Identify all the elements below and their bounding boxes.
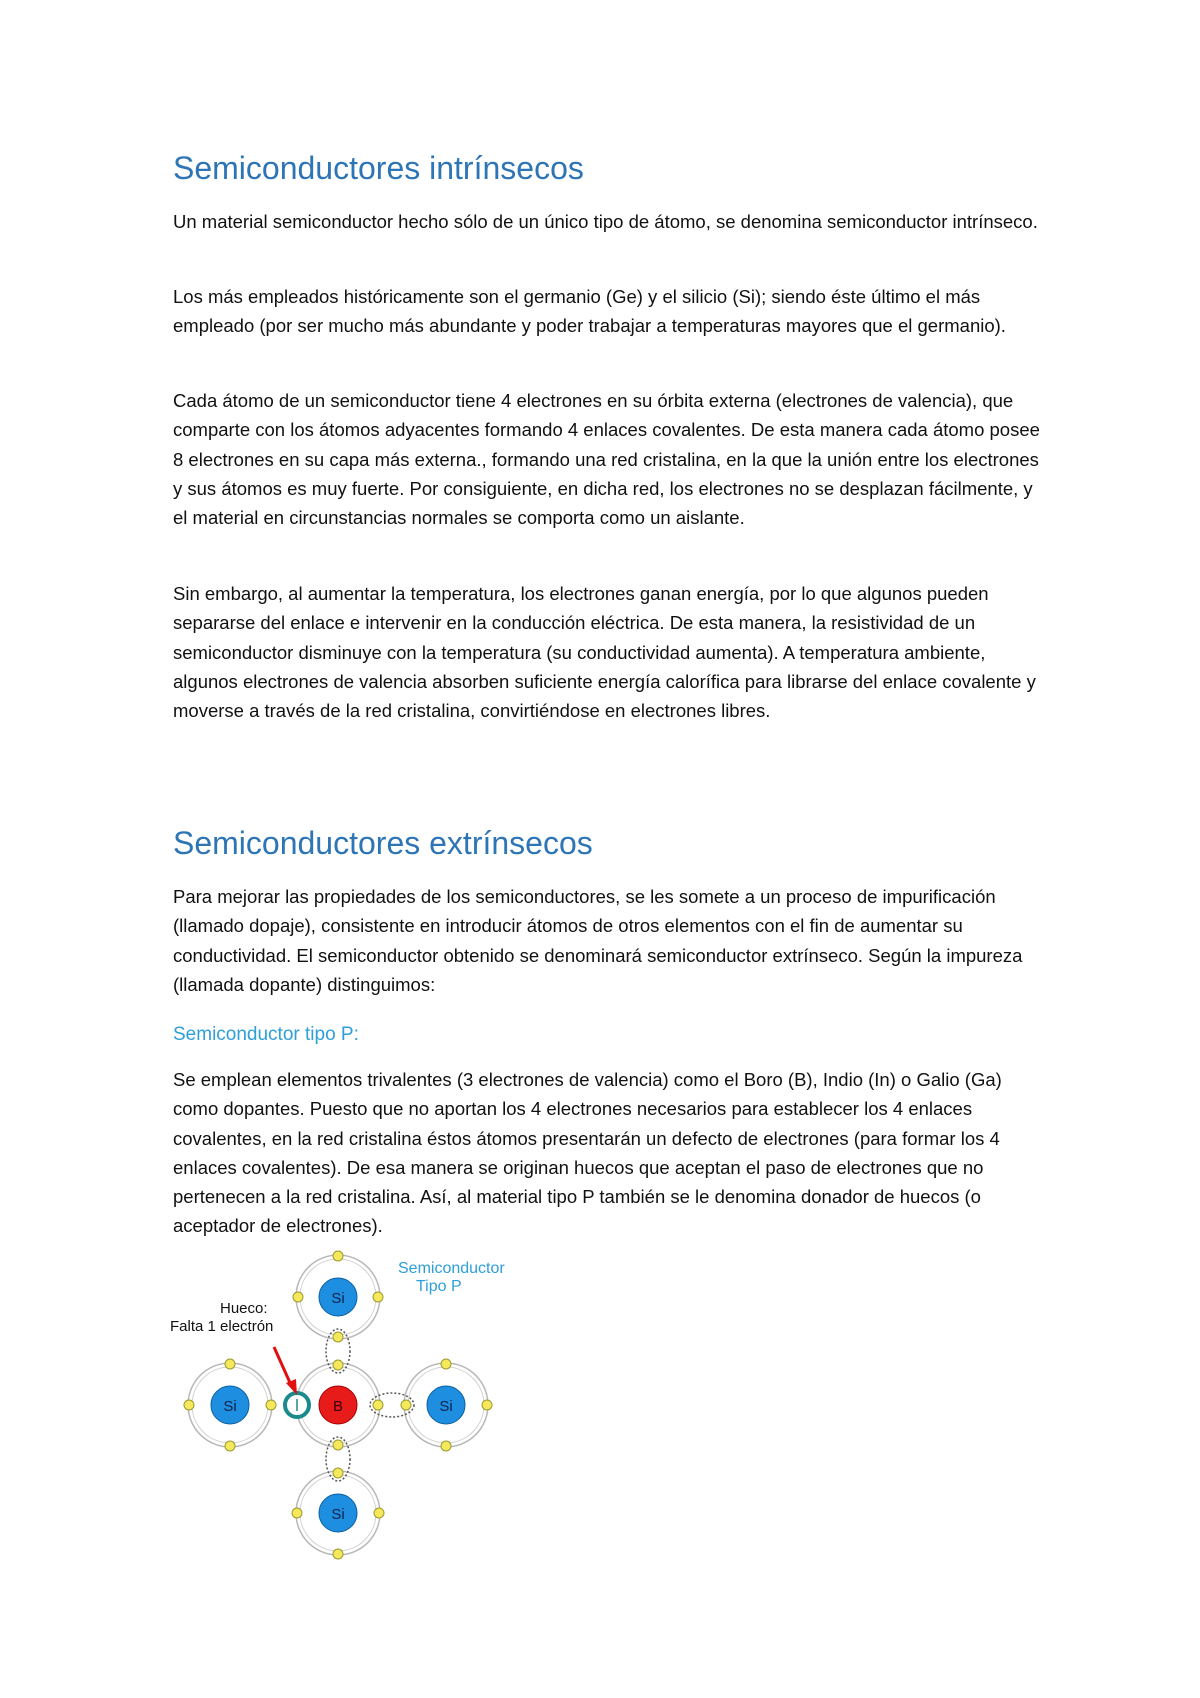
paragraph-intrinsic-1: Un material semiconductor hecho sólo de un único tipo de átomo, se denomina semiconductor intrínseco. bbox=[173, 211, 1038, 232]
electron bbox=[333, 1332, 343, 1342]
electron bbox=[293, 1292, 303, 1302]
paragraph-intrinsic-3: Cada átomo de un semiconductor tiene 4 electrones en su órbita externa (electrones de valencia), que comparte con los átomos adyacentes formando 4 enlaces covalentes. De esta manera cada átomo posee 8 electrones en su capa más externa., formando una red cristalina, en la que la unión entre los electrones y sus átomos es muy fuerte. Por consiguiente, en dicha red, los electrones no se desplazan fácilmente, y el material en circunstancias normales se comporta como un aislante. bbox=[173, 390, 1040, 529]
electron bbox=[225, 1441, 235, 1451]
electron bbox=[333, 1440, 343, 1450]
electron bbox=[373, 1400, 383, 1410]
electron bbox=[482, 1400, 492, 1410]
electron bbox=[333, 1251, 343, 1261]
electron bbox=[441, 1359, 451, 1369]
electron bbox=[373, 1292, 383, 1302]
p-type-lattice-diagram bbox=[170, 1245, 510, 1570]
electron bbox=[401, 1400, 411, 1410]
electron bbox=[225, 1359, 235, 1369]
diagram-title-line2: Tipo P bbox=[416, 1278, 462, 1295]
electron bbox=[333, 1360, 343, 1370]
si-atom-top-label: Si bbox=[331, 1290, 345, 1307]
hole-label-line2: Falta 1 electrón bbox=[170, 1318, 274, 1335]
electron bbox=[333, 1468, 343, 1478]
electron bbox=[374, 1508, 384, 1518]
subheading-p-type: Semiconductor tipo P: bbox=[173, 1024, 359, 1045]
si-atom-bottom-label: Si bbox=[331, 1506, 345, 1523]
si-atom-right-label: Si bbox=[439, 1398, 453, 1415]
electron bbox=[441, 1441, 451, 1451]
electron bbox=[184, 1400, 194, 1410]
paragraph-p-type: Se emplean elementos trivalentes (3 electrones de valencia) como el Boro (B), Indio (In) o Galio (Ga) como dopantes. Puesto que no aportan los 4 electrones necesarios para establecer los 4 enlaces covalentes, en la red cristalina éstos átomos presentarán un defecto de electrones (para formar los 4 enlaces covalentes). De esa manera se originan huecos que aceptan el paso de electrones que no pertenecen a la red cristalina. Así, al material tipo P también se le denomina donador de huecos (o aceptador de electrones). bbox=[173, 1069, 1002, 1237]
paragraph-extrinsic-1: Para mejorar las propiedades de los semiconductores, se les somete a un proceso de impurificación (llamado dopaje), consistente en introducir átomos de otros elementos con el fin de aumentar su conductividad. El semiconductor obtenido se denominará semiconductor extrínseco. Según la impureza (llamada dopante) distinguimos: bbox=[173, 886, 1023, 995]
electron bbox=[292, 1508, 302, 1518]
lattice-svg bbox=[170, 1245, 510, 1570]
paragraph-intrinsic-4: Sin embargo, al aumentar la temperatura, los electrones ganan energía, por lo que algunos pueden separarse del enlace e intervenir en la conducción eléctrica. De esta manera, la resistividad de un semiconductor disminuye con la temperatura (su conductividad aumenta). A temperatura ambiente, algunos electrones de valencia absorben suficiente energía calorífica para librarse del enlace covalente y moverse a través de la red cristalina, convirtiéndose en electrones libres. bbox=[173, 583, 1036, 722]
b-atom-label: B bbox=[332, 1398, 344, 1415]
hole-arrow bbox=[274, 1347, 291, 1385]
heading-extrinsic: Semiconductores extrínsecos bbox=[173, 825, 593, 861]
heading-intrinsic: Semiconductores intrínsecos bbox=[173, 150, 584, 186]
electron bbox=[333, 1549, 343, 1559]
paragraph-intrinsic-2: Los más empleados históricamente son el germanio (Ge) y el silicio (Si); siendo éste último el más empleado (por ser mucho más abundante y poder trabajar a temperaturas mayores que el germanio). bbox=[173, 286, 1006, 337]
hole-label-line1: Hueco: bbox=[220, 1300, 268, 1317]
si-atom-left-label: Si bbox=[223, 1398, 237, 1415]
electron bbox=[266, 1400, 276, 1410]
diagram-title-line1: Semiconductor bbox=[398, 1260, 505, 1277]
